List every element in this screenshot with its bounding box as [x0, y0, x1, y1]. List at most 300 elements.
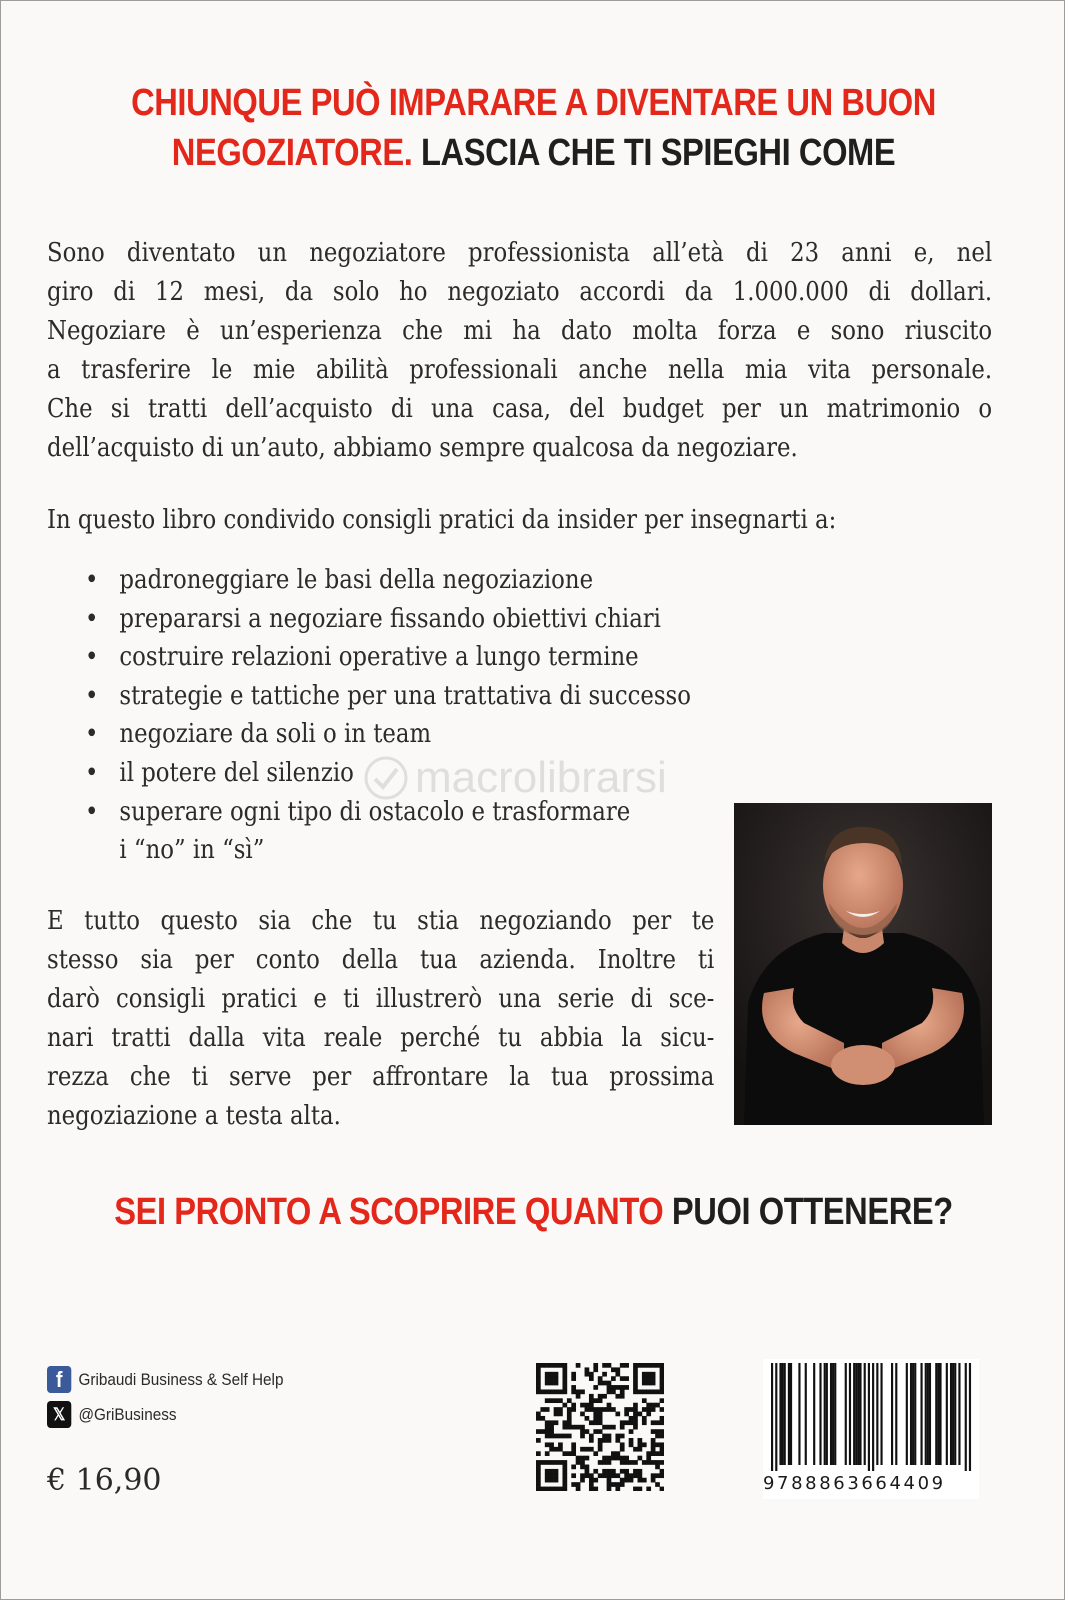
qr-module — [567, 1420, 572, 1425]
qr-module — [549, 1460, 554, 1465]
barcode-bar — [790, 1363, 792, 1465]
watermark — [363, 753, 667, 803]
qr-module — [562, 1372, 567, 1377]
qr-module — [571, 1465, 576, 1470]
qr-module — [660, 1372, 664, 1377]
qr-module — [602, 1460, 607, 1465]
qr-module — [633, 1403, 638, 1408]
qr-module — [655, 1420, 660, 1425]
topics-list — [85, 561, 825, 870]
qr-module — [593, 1363, 598, 1368]
qr-module — [536, 1367, 541, 1372]
qr-module — [571, 1442, 576, 1447]
qr-module — [660, 1385, 664, 1390]
qr-module — [607, 1469, 612, 1474]
qr-module — [545, 1376, 550, 1381]
qr-module — [580, 1465, 585, 1470]
qr-module — [598, 1398, 603, 1403]
qr-module — [607, 1434, 612, 1439]
qr-module — [651, 1451, 656, 1456]
qr-module — [545, 1425, 550, 1430]
x-icon: 𝕏 — [47, 1401, 71, 1428]
qr-module — [536, 1438, 541, 1443]
barcode-bar — [946, 1363, 948, 1465]
qr-module — [655, 1442, 660, 1447]
qr-module — [558, 1363, 563, 1368]
qr-module — [660, 1416, 664, 1421]
qr-module — [651, 1403, 656, 1408]
qr-module — [598, 1381, 603, 1386]
barcode-bar — [859, 1363, 861, 1465]
qr-module — [562, 1451, 567, 1456]
qr-module — [607, 1425, 612, 1430]
qr-module — [642, 1478, 647, 1483]
qr-module — [554, 1434, 559, 1439]
qr-module — [598, 1438, 603, 1443]
qr-module — [562, 1482, 567, 1487]
qr-module — [633, 1447, 638, 1452]
qr-module — [545, 1473, 550, 1478]
qr-module — [545, 1363, 550, 1368]
bullet-icon: • — [85, 602, 99, 634]
qr-module — [633, 1385, 638, 1390]
qr-module — [651, 1381, 656, 1386]
qr-module — [651, 1372, 656, 1377]
qr-module — [562, 1363, 567, 1368]
qr-module — [576, 1425, 581, 1430]
qr-module — [549, 1425, 554, 1430]
qr-module — [585, 1367, 590, 1372]
qr-module — [571, 1447, 576, 1452]
paragraph-line: giro di 12 mesi, da solo ho negoziato accordi da 1.000.000 di dollari. — [47, 276, 993, 307]
qr-module — [536, 1460, 541, 1465]
qr-module — [607, 1460, 612, 1465]
qr-module — [540, 1407, 545, 1412]
qr-module — [638, 1478, 643, 1483]
qr-module — [540, 1389, 545, 1394]
qr-module — [598, 1447, 603, 1452]
qr-module — [589, 1394, 594, 1399]
barcode-bar — [906, 1363, 908, 1465]
qr-module — [615, 1482, 620, 1487]
qr-module — [576, 1389, 581, 1394]
qr-module — [589, 1434, 594, 1439]
qr-module — [567, 1451, 572, 1456]
qr-module — [660, 1429, 664, 1434]
top-headline — [76, 78, 992, 178]
qr-module — [545, 1381, 550, 1386]
paragraph-line: stesso sia per conto della tua azienda. Inoltre ti — [47, 944, 715, 975]
qr-module — [607, 1389, 612, 1394]
qr-module — [593, 1416, 598, 1421]
qr-code[interactable] — [536, 1363, 664, 1491]
qr-module — [646, 1456, 651, 1461]
qr-module — [642, 1407, 647, 1412]
list-item — [85, 600, 825, 639]
qr-module — [633, 1363, 638, 1368]
qr-module — [660, 1420, 664, 1425]
qr-module — [660, 1473, 664, 1478]
qr-module — [536, 1389, 541, 1394]
qr-module — [660, 1367, 664, 1372]
qr-module — [611, 1367, 616, 1372]
qr-module — [651, 1473, 656, 1478]
qr-module — [615, 1372, 620, 1377]
paragraph-line: Sono diventato un negoziatore professionista all’età di 23 anni e, nel — [47, 237, 993, 268]
qr-module — [585, 1456, 590, 1461]
qr-module — [642, 1416, 647, 1421]
qr-module — [651, 1447, 656, 1452]
qr-module — [633, 1376, 638, 1381]
qr-module — [651, 1376, 656, 1381]
closing-paragraph — [47, 901, 714, 1135]
qr-module — [540, 1429, 545, 1434]
qr-module — [554, 1376, 559, 1381]
qr-module — [602, 1372, 607, 1377]
qr-module — [589, 1372, 594, 1377]
qr-module — [580, 1412, 585, 1417]
barcode-bar — [965, 1363, 967, 1471]
qr-module — [651, 1407, 656, 1412]
qr-module — [633, 1425, 638, 1430]
paragraph-line: negoziazione a testa alta. — [47, 1100, 341, 1131]
qr-module — [638, 1442, 643, 1447]
qr-module — [571, 1425, 576, 1430]
qr-module — [651, 1420, 656, 1425]
bullet-icon: • — [85, 564, 99, 595]
qr-module — [655, 1482, 660, 1487]
barcode-bar — [798, 1363, 800, 1465]
qr-module — [660, 1469, 664, 1474]
qr-module — [602, 1394, 607, 1399]
intro-paragraph — [47, 233, 992, 467]
qr-module — [655, 1363, 660, 1368]
paragraph-line: darò consigli pratici e ti illustrerò una serie di sce- — [47, 983, 715, 1014]
qr-module — [642, 1389, 647, 1394]
qr-module — [536, 1451, 541, 1456]
qr-module — [593, 1398, 598, 1403]
headline-dark-phrase: LASCIA CHE TI SPIEGHI COME — [421, 132, 896, 174]
qr-module — [629, 1460, 634, 1465]
paragraph-line: Che si tratti dell’acquisto di una casa, del budget per un matrimonio o — [47, 393, 993, 424]
paragraph-line: E tutto questo sia che tu stia negoziando per te — [47, 905, 715, 936]
qr-module — [549, 1447, 554, 1452]
barcode-bar — [782, 1363, 784, 1465]
qr-module — [554, 1469, 559, 1474]
qr-module — [638, 1363, 643, 1368]
qr-module — [638, 1447, 643, 1452]
qr-module — [611, 1473, 616, 1478]
qr-module — [562, 1469, 567, 1474]
qr-module — [624, 1412, 629, 1417]
qr-module — [642, 1460, 647, 1465]
qr-module — [549, 1381, 554, 1386]
qr-module — [602, 1438, 607, 1443]
qr-module — [580, 1403, 585, 1408]
qr-module — [549, 1442, 554, 1447]
qr-module — [589, 1447, 594, 1452]
paragraph-line: dell’acquisto di un’auto, abbiamo sempre qualcosa da negoziare. — [47, 432, 798, 463]
qr-module — [562, 1478, 567, 1483]
barcode-bar — [819, 1363, 821, 1465]
author-photo — [734, 803, 992, 1125]
qr-module — [580, 1425, 585, 1430]
qr-module — [611, 1407, 616, 1412]
qr-module — [651, 1389, 656, 1394]
qr-module — [593, 1407, 598, 1412]
qr-module — [589, 1398, 594, 1403]
qr-module — [629, 1473, 634, 1478]
qr-module — [660, 1434, 664, 1439]
qr-module — [567, 1412, 572, 1417]
qr-module — [549, 1372, 554, 1377]
bullet-icon: • — [85, 679, 99, 711]
qr-module — [562, 1389, 567, 1394]
qr-module — [562, 1385, 567, 1390]
qr-module — [536, 1372, 541, 1377]
qr-module — [554, 1447, 559, 1452]
qr-module — [545, 1478, 550, 1483]
qr-module — [536, 1429, 541, 1434]
barcode-bar — [830, 1363, 832, 1465]
qr-module — [558, 1398, 563, 1403]
qr-module — [598, 1473, 603, 1478]
qr-module — [576, 1456, 581, 1461]
qr-module — [576, 1460, 581, 1465]
qr-module — [660, 1376, 664, 1381]
barcode-bar — [950, 1363, 952, 1465]
qr-module — [624, 1473, 629, 1478]
qr-module — [554, 1381, 559, 1386]
qr-module — [576, 1363, 581, 1368]
qr-module — [620, 1363, 625, 1368]
qr-module — [545, 1434, 550, 1439]
qr-module — [576, 1394, 581, 1399]
qr-module — [558, 1407, 563, 1412]
isbn-number: 9788863664409 — [763, 1473, 946, 1494]
qr-module — [615, 1434, 620, 1439]
qr-module — [651, 1363, 656, 1368]
barcode-bar — [876, 1363, 878, 1465]
qr-module — [611, 1385, 616, 1390]
qr-module — [554, 1420, 559, 1425]
barcode-bar — [891, 1363, 893, 1465]
qr-module — [571, 1385, 576, 1390]
qr-module — [540, 1416, 545, 1421]
qr-module — [655, 1389, 660, 1394]
qr-module — [593, 1385, 598, 1390]
qr-module — [602, 1456, 607, 1461]
barcode-bar — [929, 1363, 931, 1465]
qr-module — [549, 1363, 554, 1368]
qr-module — [624, 1363, 629, 1368]
qr-module — [576, 1487, 581, 1491]
qr-module — [549, 1478, 554, 1483]
barcode-bar — [920, 1363, 922, 1465]
qr-module — [562, 1403, 567, 1408]
qr-module — [585, 1416, 590, 1421]
qr-module — [655, 1451, 660, 1456]
qr-module — [545, 1398, 550, 1403]
qr-module — [549, 1398, 554, 1403]
qr-module — [615, 1451, 620, 1456]
barcode-bar — [857, 1363, 859, 1465]
qr-module — [646, 1403, 651, 1408]
qr-module — [602, 1425, 607, 1430]
barcode-bar — [927, 1363, 929, 1465]
qr-module — [633, 1407, 638, 1412]
qr-module — [660, 1487, 664, 1491]
bullet-icon: • — [85, 718, 99, 750]
qr-module — [585, 1465, 590, 1470]
qr-module — [633, 1420, 638, 1425]
qr-module — [607, 1407, 612, 1412]
qr-module — [660, 1442, 664, 1447]
qr-module — [624, 1460, 629, 1465]
qr-module — [615, 1473, 620, 1478]
qr-module — [615, 1385, 620, 1390]
qr-module — [633, 1473, 638, 1478]
qr-module — [545, 1487, 550, 1491]
price: € 16,90 — [47, 1463, 162, 1498]
x-link[interactable] — [47, 1401, 177, 1428]
barcode-bar — [969, 1363, 971, 1471]
qr-module — [624, 1407, 629, 1412]
qr-module — [585, 1407, 590, 1412]
qr-module — [655, 1473, 660, 1478]
qr-module — [571, 1451, 576, 1456]
qr-module — [615, 1487, 620, 1491]
qr-module — [580, 1447, 585, 1452]
qr-module — [589, 1376, 594, 1381]
qr-module — [607, 1487, 612, 1491]
qr-module — [638, 1487, 643, 1491]
x-label: @GriBusiness — [78, 1404, 177, 1424]
question-red: SEI PRONTO A SCOPRIRE QUANTO — [114, 1191, 664, 1233]
qr-module — [545, 1389, 550, 1394]
qr-module — [646, 1372, 651, 1377]
qr-module — [620, 1376, 625, 1381]
qr-module — [638, 1438, 643, 1443]
qr-module — [549, 1434, 554, 1439]
qr-module — [562, 1460, 567, 1465]
barcode-bar — [775, 1363, 777, 1471]
qr-module — [633, 1389, 638, 1394]
qr-module — [540, 1487, 545, 1491]
qr-module — [562, 1381, 567, 1386]
qr-module — [602, 1434, 607, 1439]
facebook-link[interactable] — [47, 1366, 283, 1393]
qr-module — [585, 1372, 590, 1377]
qr-module — [549, 1469, 554, 1474]
qr-module — [558, 1442, 563, 1447]
qr-module — [554, 1460, 559, 1465]
qr-module — [554, 1372, 559, 1377]
qr-module — [607, 1473, 612, 1478]
qr-module — [554, 1478, 559, 1483]
barcode-bar — [872, 1363, 874, 1471]
barcode-bar — [784, 1363, 786, 1465]
qr-module — [651, 1438, 656, 1443]
qr-module — [580, 1460, 585, 1465]
barcode-bar — [954, 1363, 956, 1465]
barcode-bar — [868, 1363, 870, 1471]
qr-module — [611, 1482, 616, 1487]
qr-module — [545, 1460, 550, 1465]
list-item-text: padroneggiare le basi della negoziazione — [119, 564, 594, 595]
qr-module — [562, 1425, 567, 1430]
qr-module — [615, 1394, 620, 1399]
qr-module — [620, 1482, 625, 1487]
qr-module — [620, 1394, 625, 1399]
qr-module — [562, 1420, 567, 1425]
qr-module — [646, 1381, 651, 1386]
qr-module — [633, 1460, 638, 1465]
barcode-bar — [855, 1363, 857, 1465]
barcode-bar — [895, 1363, 897, 1465]
list-item — [85, 638, 825, 677]
qr-module — [655, 1403, 660, 1408]
qr-module — [593, 1420, 598, 1425]
bullet-icon: • — [85, 795, 99, 827]
qr-module — [536, 1381, 541, 1386]
qr-module — [629, 1438, 634, 1443]
qr-module — [536, 1412, 541, 1417]
qr-module — [660, 1447, 664, 1452]
qr-module — [562, 1434, 567, 1439]
qr-module — [585, 1469, 590, 1474]
qr-module — [536, 1385, 541, 1390]
qr-module — [554, 1473, 559, 1478]
qr-module — [607, 1385, 612, 1390]
barcode-bar — [834, 1363, 836, 1465]
qr-module — [558, 1447, 563, 1452]
qr-module — [611, 1456, 616, 1461]
qr-module — [642, 1420, 647, 1425]
qr-module — [620, 1434, 625, 1439]
qr-module — [598, 1394, 603, 1399]
qr-module — [620, 1425, 625, 1430]
qr-module — [611, 1425, 616, 1430]
list-item — [85, 677, 825, 716]
barcode-bar — [914, 1363, 916, 1465]
qr-module — [540, 1363, 545, 1368]
qr-module — [651, 1429, 656, 1434]
qr-module — [646, 1460, 651, 1465]
barcode-bar — [826, 1363, 828, 1465]
qr-module — [545, 1442, 550, 1447]
qr-module — [585, 1403, 590, 1408]
qr-module — [571, 1403, 576, 1408]
qr-module — [571, 1376, 576, 1381]
qr-module — [646, 1451, 651, 1456]
list-intro: In questo libro condivido consigli pratici da insider per insegnarti a: — [47, 504, 837, 535]
qr-module — [638, 1389, 643, 1394]
qr-module — [558, 1412, 563, 1417]
qr-module — [536, 1469, 541, 1474]
qr-module — [629, 1416, 634, 1421]
barcode-bar — [832, 1363, 834, 1465]
qr-module — [620, 1478, 625, 1483]
qr-module — [567, 1425, 572, 1430]
qr-module — [536, 1482, 541, 1487]
qr-module — [554, 1389, 559, 1394]
qr-module — [629, 1407, 634, 1412]
qr-module — [655, 1434, 660, 1439]
qr-module — [642, 1398, 647, 1403]
qr-module — [585, 1447, 590, 1452]
qr-module — [540, 1460, 545, 1465]
